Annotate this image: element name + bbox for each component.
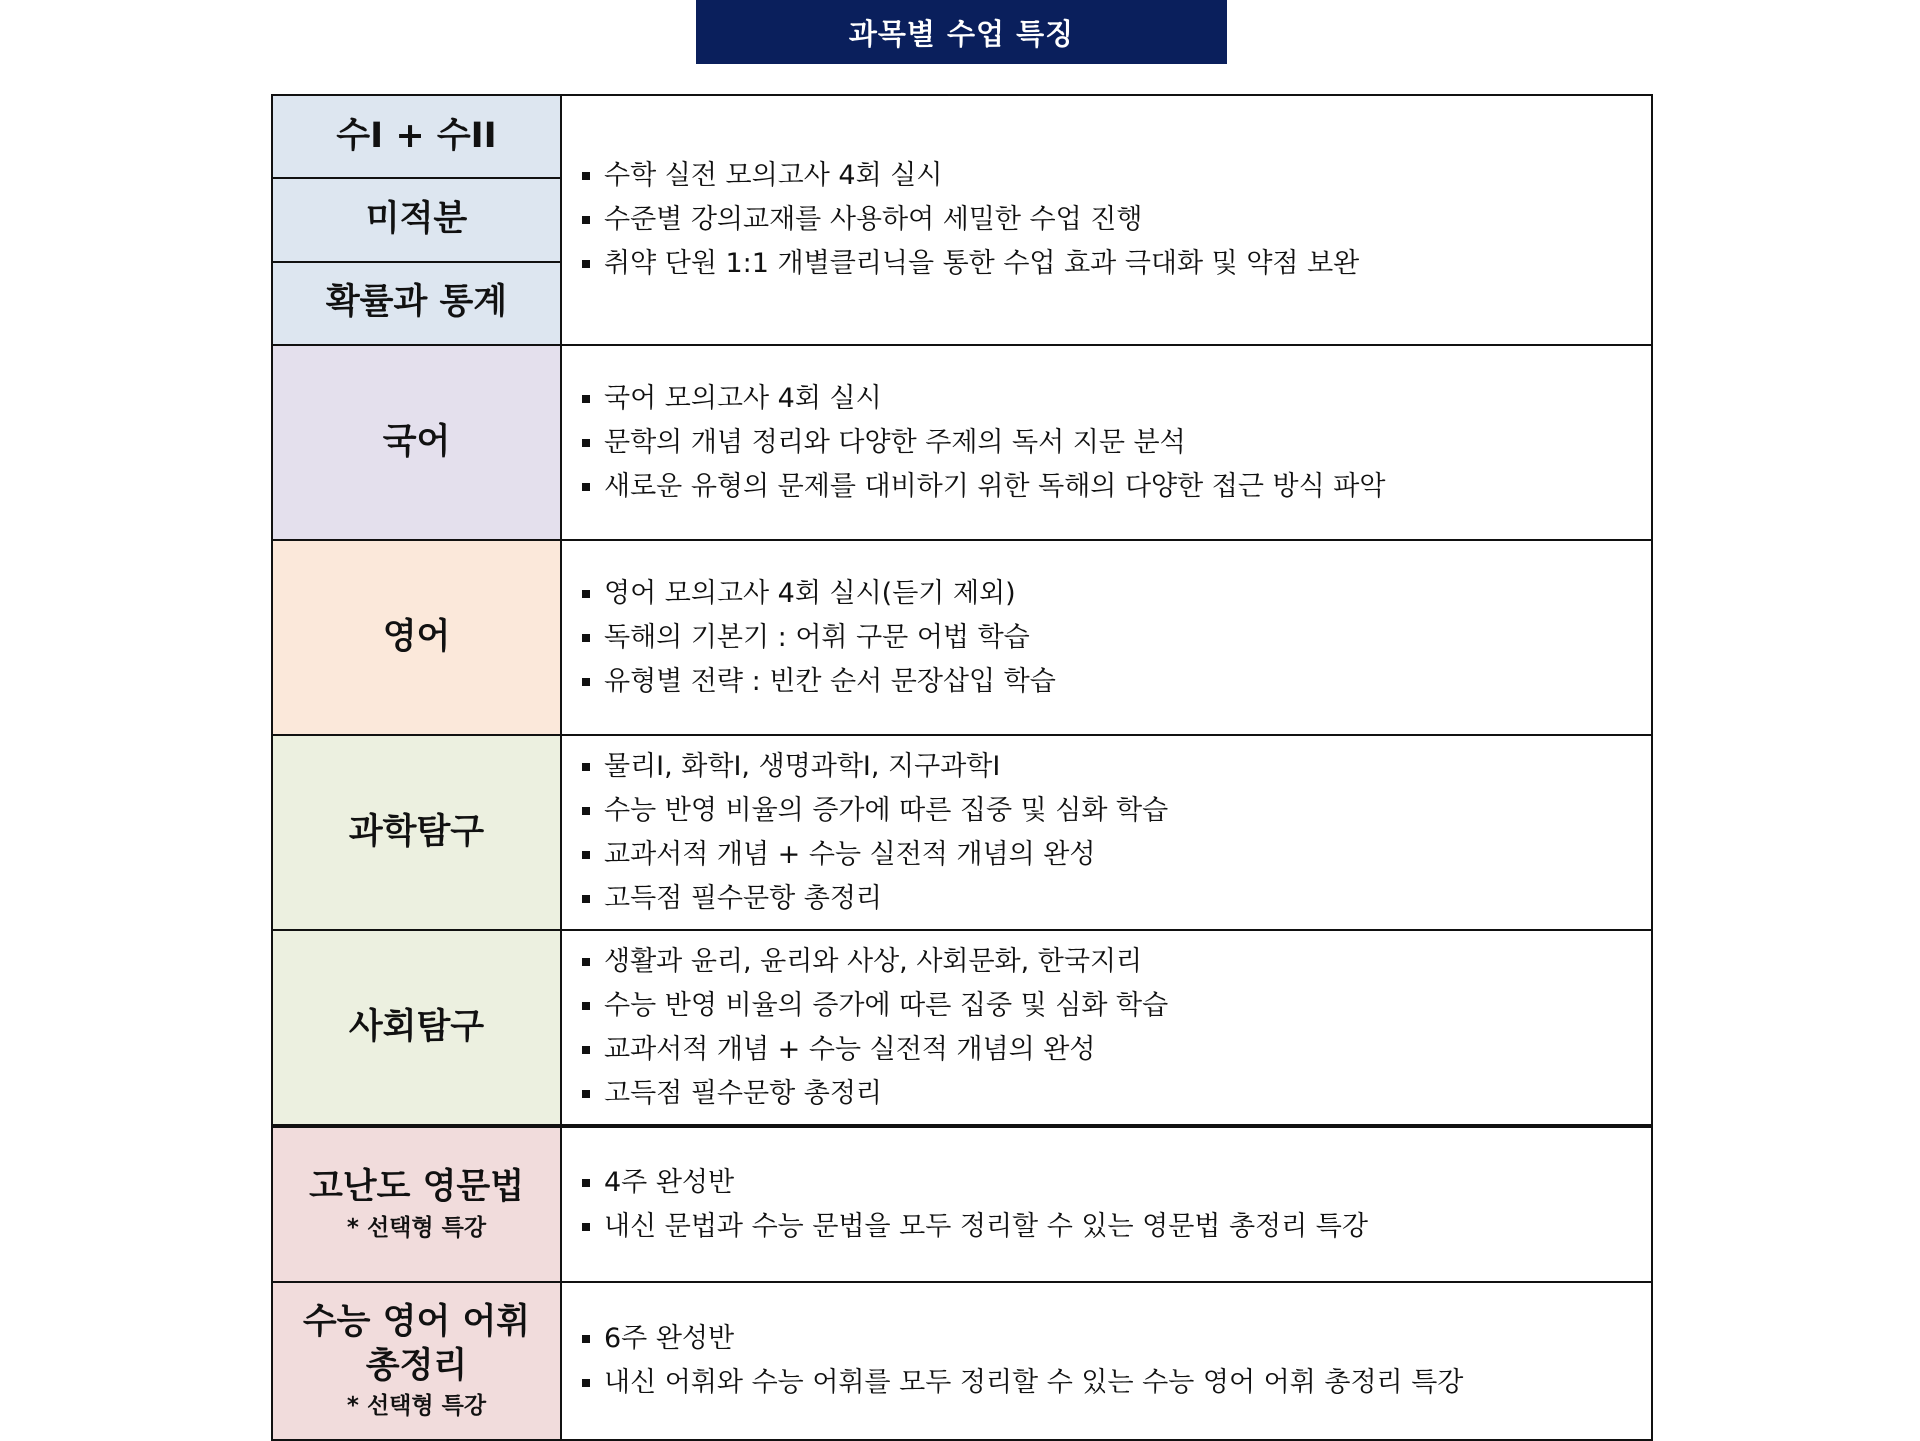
label-korean: 국어	[273, 346, 560, 539]
label-grammar	[273, 1128, 560, 1281]
list-item: 내신 문법과 수능 문법을 모두 정리할 수 있는 영문법 총정리 특강	[582, 1205, 1651, 1249]
label-vocabulary-line2: 총정리	[365, 1345, 468, 1386]
bullet-icon	[582, 1379, 590, 1387]
bullet-icon	[582, 395, 590, 403]
bullet-icon	[582, 1090, 590, 1098]
row-grammar-content	[562, 1128, 1651, 1281]
bullet-icon	[582, 590, 590, 598]
row-vocabulary	[273, 1283, 1651, 1439]
list-item: 영어 모의고사 4회 실시(듣기 제외)	[582, 572, 1651, 616]
list-item: 문학의 개념 정리와 다양한 주제의 독서 지문 분석	[582, 421, 1651, 465]
bullet-icon	[582, 1223, 590, 1231]
list-item: 수준별 강의교재를 사용하여 세밀한 수업 진행	[582, 198, 1651, 242]
bullet-icon	[582, 1179, 590, 1187]
bullet-icon	[582, 260, 590, 268]
list-item: 국어 모의고사 4회 실시	[582, 377, 1651, 421]
bullet-icon	[582, 895, 590, 903]
list-item: 고득점 필수문항 총정리	[582, 877, 1651, 921]
list-item: 독해의 기본기 : 어휘 구문 어법 학습	[582, 616, 1651, 660]
row-english-content	[562, 541, 1651, 734]
list-item: 물리I, 화학I, 생명과학I, 지구과학I	[582, 745, 1651, 789]
label-grammar-title: 고난도 영문법	[308, 1167, 525, 1208]
list-item: 4주 완성반	[582, 1161, 1651, 1205]
row-science	[273, 736, 1651, 931]
row-math-labels	[273, 96, 562, 344]
list-item: 교과서적 개념 + 수능 실전적 개념의 완성	[582, 833, 1651, 877]
optional-note: * 선택형 특강	[346, 1393, 487, 1420]
bullet-icon	[582, 216, 590, 224]
bullet-icon	[582, 851, 590, 859]
list-item: 교과서적 개념 + 수능 실전적 개념의 완성	[582, 1028, 1651, 1072]
page-title: 과목별 수업 특징	[696, 0, 1227, 64]
bullet-icon	[582, 763, 590, 771]
list-item: 수학 실전 모의고사 4회 실시	[582, 154, 1651, 198]
list-item: 수능 반영 비율의 증가에 따른 집중 및 심화 학습	[582, 984, 1651, 1028]
label-social: 사회탐구	[273, 931, 560, 1124]
label-calculus: 미적분	[273, 179, 560, 262]
row-english	[273, 541, 1651, 736]
label-vocabulary-line1: 수능 영어 어휘	[302, 1301, 531, 1342]
list-item: 생활과 윤리, 윤리와 사상, 사회문화, 한국지리	[582, 940, 1651, 984]
label-math-1-2: 수I + 수II	[273, 96, 560, 179]
list-item: 내신 어휘와 수능 어휘를 모두 정리할 수 있는 수능 영어 어휘 총정리 특강	[582, 1361, 1651, 1405]
bullet-icon	[582, 172, 590, 180]
label-english: 영어	[273, 541, 560, 734]
bullet-icon	[582, 1046, 590, 1054]
bullet-icon	[582, 807, 590, 815]
bullet-icon	[582, 1335, 590, 1343]
list-item: 고득점 필수문항 총정리	[582, 1072, 1651, 1116]
row-social-content	[562, 931, 1651, 1124]
bullet-icon	[582, 634, 590, 642]
row-vocabulary-content	[562, 1283, 1651, 1439]
row-science-content	[562, 736, 1651, 929]
bullet-icon	[582, 1002, 590, 1010]
label-science: 과학탐구	[273, 736, 560, 929]
list-item: 유형별 전략 : 빈칸 순서 문장삽입 학습	[582, 660, 1651, 704]
bullet-icon	[582, 483, 590, 491]
bullet-icon	[582, 958, 590, 966]
row-social	[273, 931, 1651, 1128]
row-korean	[273, 346, 1651, 541]
optional-note: * 선택형 특강	[346, 1215, 487, 1241]
list-item: 수능 반영 비율의 증가에 따른 집중 및 심화 학습	[582, 789, 1651, 833]
row-math	[273, 96, 1651, 346]
row-math-content	[562, 96, 1651, 344]
list-item: 6주 완성반	[582, 1317, 1651, 1361]
subject-table	[271, 94, 1653, 1441]
list-item: 취약 단원 1:1 개별클리닉을 통한 수업 효과 극대화 및 약점 보완	[582, 242, 1651, 286]
bullet-icon	[582, 678, 590, 686]
row-korean-content	[562, 346, 1651, 539]
list-item: 새로운 유형의 문제를 대비하기 위한 독해의 다양한 접근 방식 파악	[582, 465, 1651, 509]
label-probability-statistics: 확률과 통계	[273, 263, 560, 344]
row-grammar	[273, 1128, 1651, 1283]
label-vocabulary	[273, 1283, 560, 1439]
bullet-icon	[582, 439, 590, 447]
